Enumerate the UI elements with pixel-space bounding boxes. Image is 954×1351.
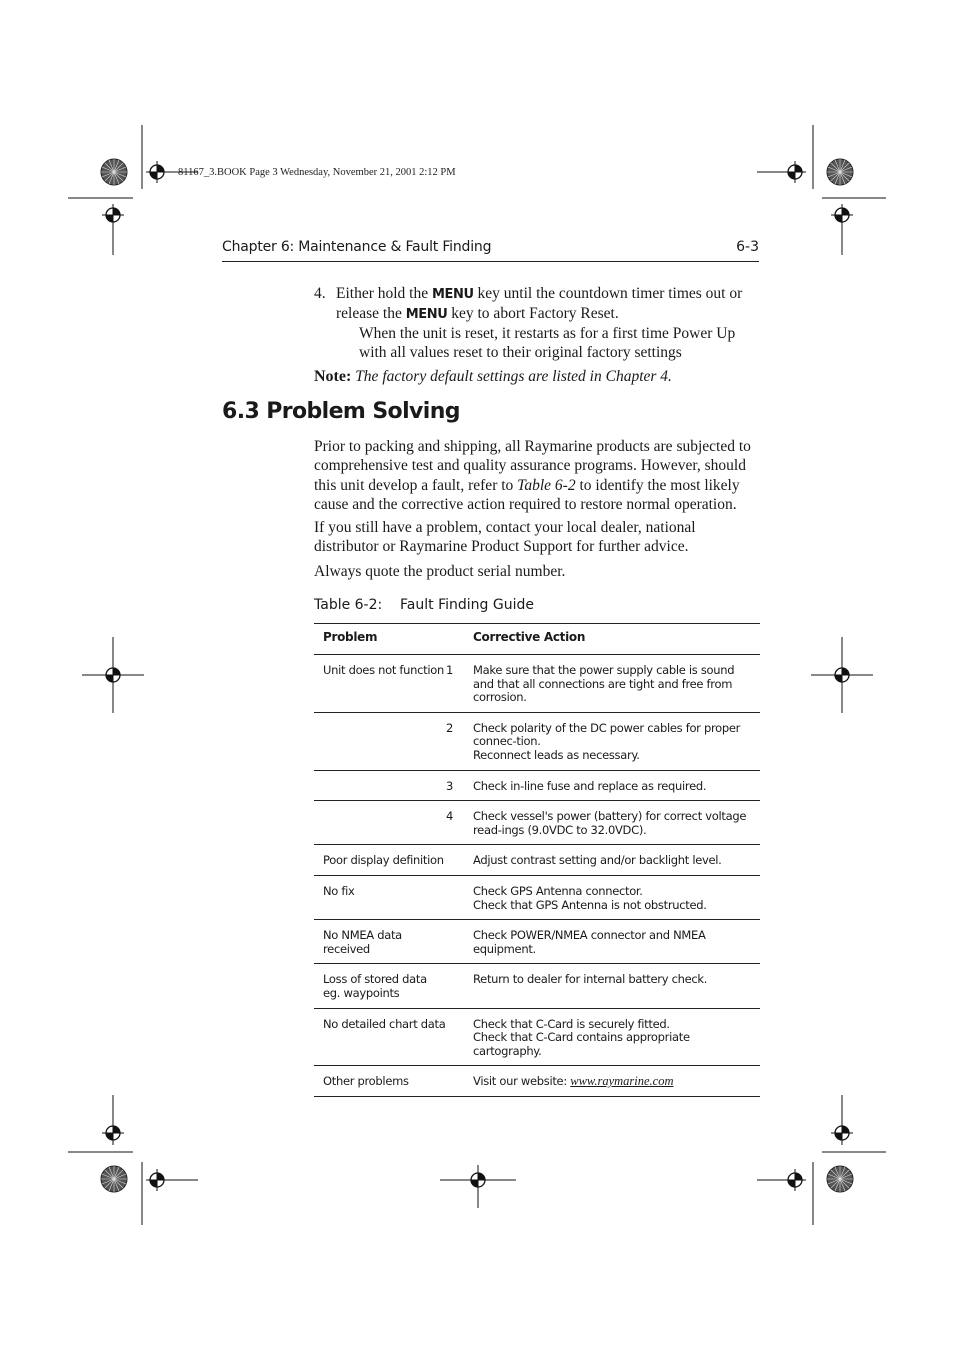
row-action: Make sure that the power supply cable is sound and that all connections are tight and free from corrosion. bbox=[473, 663, 735, 705]
row-num bbox=[446, 1008, 464, 1066]
step-line2-a: release the bbox=[336, 305, 406, 323]
note-label: Note: bbox=[314, 368, 352, 385]
step-line1-b: key until the countdown timer times out or bbox=[473, 285, 743, 302]
table-row bbox=[314, 1066, 760, 1097]
paragraph-serial: Always quote the product serial number. bbox=[314, 563, 566, 580]
row-problem bbox=[314, 712, 446, 770]
table-header-row bbox=[314, 624, 760, 655]
row-problem: Other problems bbox=[323, 1074, 409, 1089]
row-action-line: Check that C-Card contains appropriate cartography. bbox=[473, 1030, 690, 1058]
print-job-info: 81167_3.BOOK Page 3 Wednesday, November 21, 2001 2:12 PM bbox=[178, 167, 456, 178]
row-problem bbox=[314, 801, 446, 845]
step-result: When the unit is reset, it restarts as for a first time Power Up with all values reset to their original factory settings bbox=[359, 325, 736, 362]
chapter-header: Chapter 6: Maintenance & Fault Finding bbox=[222, 239, 492, 255]
row-action bbox=[464, 1066, 760, 1097]
menu-key-label: MENU bbox=[405, 307, 448, 323]
row-action: Check vessel's power (battery) for correct voltage read-ings (9.0VDC to 32.0VDC). bbox=[473, 809, 747, 837]
row-num bbox=[446, 875, 464, 919]
row-num bbox=[446, 964, 464, 1008]
note-text: The factory default settings are listed in Chapter 4. bbox=[355, 368, 672, 385]
header-num bbox=[446, 624, 464, 655]
step-line1-a: Either hold the bbox=[336, 285, 432, 302]
note bbox=[314, 367, 672, 386]
menu-key-label: MENU bbox=[432, 287, 474, 302]
row-num: 4 bbox=[446, 809, 454, 824]
row-action: Check POWER/NMEA connector and NMEA equipment. bbox=[473, 928, 706, 956]
row-action bbox=[464, 1008, 760, 1066]
row-num: 3 bbox=[446, 778, 454, 793]
header-problem: Problem bbox=[323, 630, 378, 644]
table-row bbox=[314, 920, 760, 964]
header-rule bbox=[222, 261, 759, 262]
row-action: Adjust contrast setting and/or backlight level. bbox=[473, 853, 722, 868]
row-num bbox=[446, 920, 464, 964]
row-action: Check in-line fuse and replace as required. bbox=[473, 778, 707, 793]
row-action-line: Reconnect leads as necessary. bbox=[473, 747, 640, 762]
row-action-line: Check that GPS Antenna is not obstructed. bbox=[473, 897, 707, 912]
row-num bbox=[446, 845, 464, 876]
table-caption: Table 6-2: Fault Finding Guide bbox=[314, 597, 534, 613]
page-number: 6-3 bbox=[736, 239, 759, 255]
row-action-line: Check GPS Antenna connector. bbox=[473, 883, 643, 898]
paragraph-intro-a: Prior to packing and shipping, all Raymarine products are subjected to comprehensive test and quality assurance programs. However, should this unit develop a fault, refer to bbox=[314, 438, 751, 494]
row-problem: No fix bbox=[323, 883, 355, 898]
step-number: 4. bbox=[314, 285, 326, 302]
row-action-line: Check polarity of the DC power cables for proper connec-tion. bbox=[473, 720, 741, 749]
website-link[interactable]: www.raymarine.com bbox=[570, 1074, 674, 1089]
table-reference: Table 6-2 bbox=[517, 476, 576, 494]
row-num: 2 bbox=[446, 720, 454, 735]
table-row bbox=[314, 964, 760, 1008]
paragraph-intro-b: to identify the most likely cause and the corrective action required to restore normal operation. bbox=[314, 476, 740, 513]
section-title: 6.3 Problem Solving bbox=[222, 399, 460, 424]
row-action: Return to dealer for internal battery check. bbox=[473, 972, 708, 987]
table-row bbox=[314, 845, 760, 876]
table-row bbox=[314, 1008, 760, 1066]
table-row bbox=[314, 712, 760, 770]
paragraph-intro bbox=[314, 437, 760, 514]
row-problem: No detailed chart data bbox=[323, 1016, 446, 1031]
row-num: 1 bbox=[446, 663, 454, 677]
row-num bbox=[446, 1066, 464, 1097]
step-text bbox=[336, 284, 766, 325]
row-problem: Unit does not function bbox=[323, 663, 444, 677]
table-row bbox=[314, 801, 760, 845]
row-problem: Poor display definition bbox=[323, 853, 444, 868]
row-action-text: Visit our website: bbox=[473, 1074, 571, 1089]
row-problem bbox=[314, 770, 446, 801]
row-problem: Loss of stored data eg. waypoints bbox=[323, 972, 427, 1000]
paragraph-support: If you still have a problem, contact your local dealer, national distributor or Raymarine Product Support for further advice. bbox=[314, 519, 696, 556]
step-line2-b: key to abort Factory Reset. bbox=[447, 305, 619, 323]
table-row bbox=[314, 770, 760, 801]
fault-finding-table bbox=[314, 623, 760, 1097]
row-action bbox=[464, 875, 760, 919]
row-action bbox=[464, 712, 760, 770]
header-action: Corrective Action bbox=[473, 630, 586, 644]
table-row bbox=[314, 655, 760, 713]
row-problem: No NMEA data received bbox=[323, 928, 402, 956]
row-action-line: Check that C-Card is securely fitted. bbox=[473, 1016, 670, 1031]
table-row bbox=[314, 875, 760, 919]
